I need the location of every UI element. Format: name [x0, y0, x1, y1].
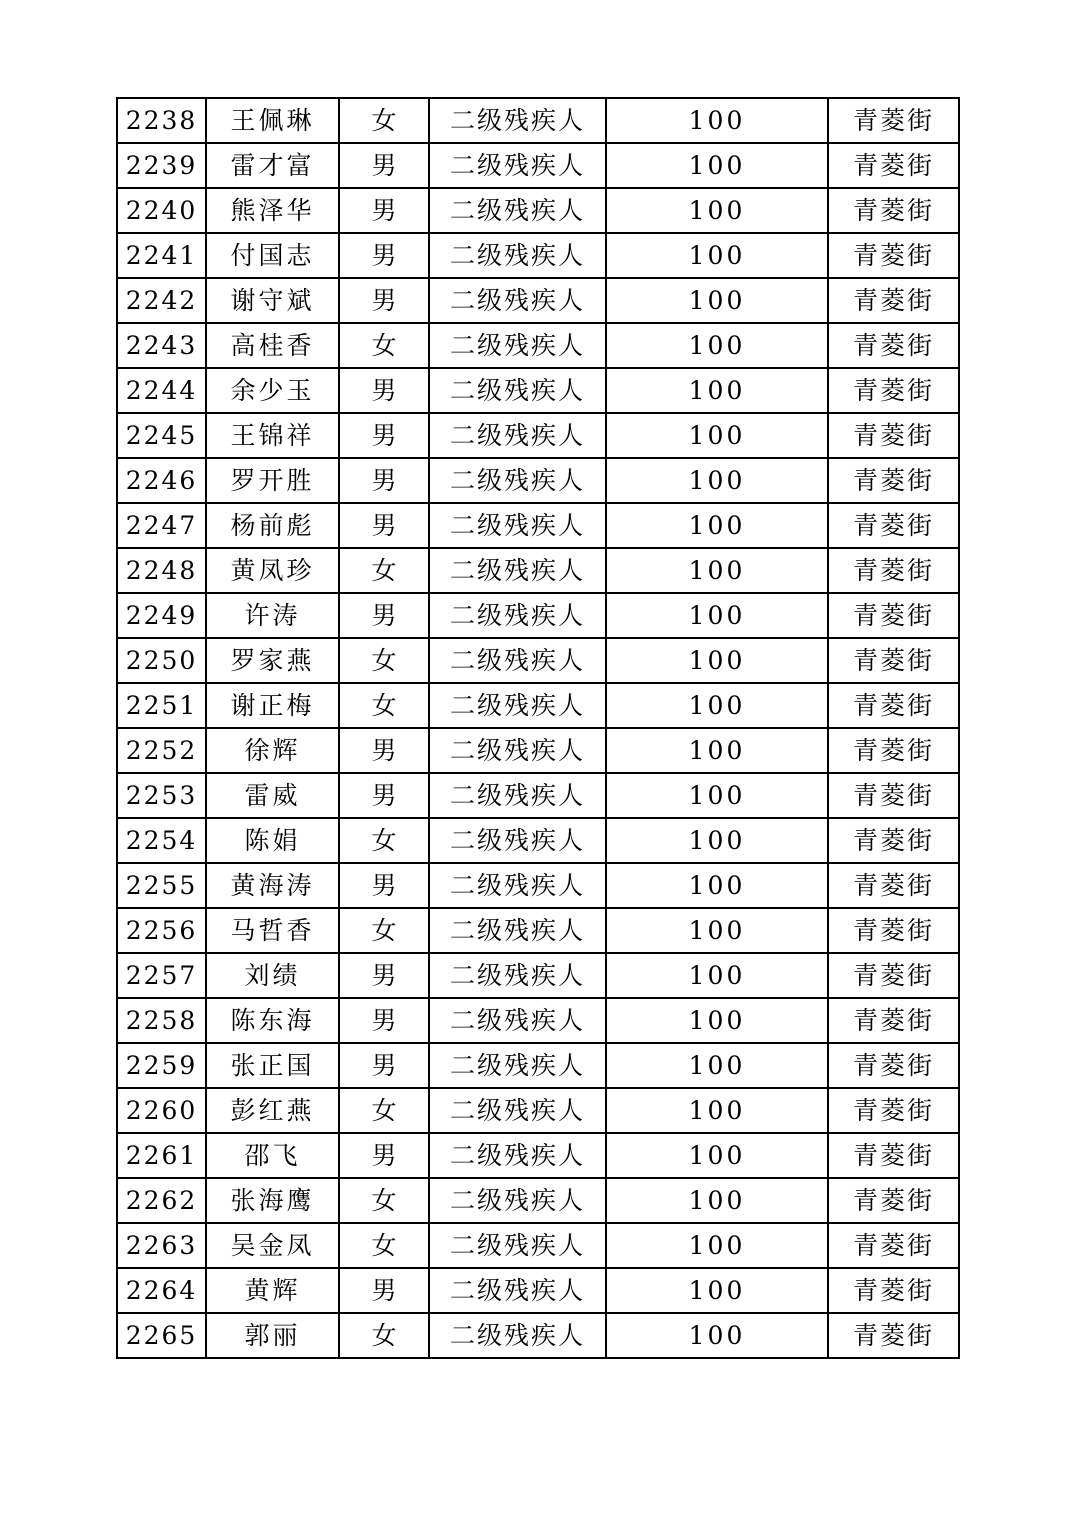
amount-cell: 100 [606, 953, 828, 998]
table-row [117, 1043, 959, 1088]
gender-cell: 男 [339, 953, 429, 998]
serial-number-cell: 2246 [117, 458, 206, 503]
amount-cell: 100 [606, 143, 828, 188]
serial-number-cell: 2263 [117, 1223, 206, 1268]
table-row [117, 998, 959, 1043]
category-cell: 二级残疾人 [429, 1088, 606, 1133]
serial-number-cell: 2238 [117, 98, 206, 143]
street-cell: 青菱街 [828, 593, 959, 638]
name-cell: 谢正梅 [206, 683, 339, 728]
name-cell: 彭红燕 [206, 1088, 339, 1133]
category-cell: 二级残疾人 [429, 98, 606, 143]
name-cell: 罗开胜 [206, 458, 339, 503]
category-cell: 二级残疾人 [429, 773, 606, 818]
gender-cell: 男 [339, 458, 429, 503]
street-cell: 青菱街 [828, 908, 959, 953]
gender-cell: 女 [339, 908, 429, 953]
street-cell: 青菱街 [828, 998, 959, 1043]
gender-cell: 男 [339, 143, 429, 188]
serial-number-cell: 2253 [117, 773, 206, 818]
category-cell: 二级残疾人 [429, 998, 606, 1043]
amount-cell: 100 [606, 278, 828, 323]
name-cell: 吴金凤 [206, 1223, 339, 1268]
name-cell: 邵飞 [206, 1133, 339, 1178]
amount-cell: 100 [606, 368, 828, 413]
category-cell: 二级残疾人 [429, 593, 606, 638]
amount-cell: 100 [606, 638, 828, 683]
amount-cell: 100 [606, 728, 828, 773]
table-row [117, 188, 959, 233]
name-cell: 雷威 [206, 773, 339, 818]
table-row [117, 863, 959, 908]
gender-cell: 女 [339, 1223, 429, 1268]
amount-cell: 100 [606, 233, 828, 278]
table-row [117, 638, 959, 683]
serial-number-cell: 2244 [117, 368, 206, 413]
street-cell: 青菱街 [828, 1133, 959, 1178]
name-cell: 雷才富 [206, 143, 339, 188]
amount-cell: 100 [606, 818, 828, 863]
category-cell: 二级残疾人 [429, 818, 606, 863]
gender-cell: 女 [339, 818, 429, 863]
amount-cell: 100 [606, 773, 828, 818]
table-row [117, 1178, 959, 1223]
street-cell: 青菱街 [828, 1223, 959, 1268]
roster-table-body [117, 98, 959, 1358]
serial-number-cell: 2242 [117, 278, 206, 323]
serial-number-cell: 2240 [117, 188, 206, 233]
gender-cell: 女 [339, 683, 429, 728]
serial-number-cell: 2243 [117, 323, 206, 368]
name-cell: 马哲香 [206, 908, 339, 953]
name-cell: 张正国 [206, 1043, 339, 1088]
gender-cell: 女 [339, 1088, 429, 1133]
table-row [117, 548, 959, 593]
table-row [117, 503, 959, 548]
amount-cell: 100 [606, 1043, 828, 1088]
gender-cell: 男 [339, 188, 429, 233]
category-cell: 二级残疾人 [429, 188, 606, 233]
name-cell: 谢守斌 [206, 278, 339, 323]
table-row [117, 1268, 959, 1313]
amount-cell: 100 [606, 1133, 828, 1178]
gender-cell: 男 [339, 1268, 429, 1313]
serial-number-cell: 2252 [117, 728, 206, 773]
gender-cell: 男 [339, 278, 429, 323]
gender-cell: 男 [339, 503, 429, 548]
street-cell: 青菱街 [828, 503, 959, 548]
category-cell: 二级残疾人 [429, 1133, 606, 1178]
amount-cell: 100 [606, 1313, 828, 1358]
table-row [117, 728, 959, 773]
name-cell: 余少玉 [206, 368, 339, 413]
category-cell: 二级残疾人 [429, 1043, 606, 1088]
street-cell: 青菱街 [828, 368, 959, 413]
street-cell: 青菱街 [828, 278, 959, 323]
street-cell: 青菱街 [828, 1088, 959, 1133]
serial-number-cell: 2262 [117, 1178, 206, 1223]
gender-cell: 男 [339, 413, 429, 458]
gender-cell: 男 [339, 233, 429, 278]
table-row [117, 908, 959, 953]
name-cell: 陈娟 [206, 818, 339, 863]
category-cell: 二级残疾人 [429, 413, 606, 458]
table-row [117, 98, 959, 143]
gender-cell: 男 [339, 368, 429, 413]
name-cell: 黄辉 [206, 1268, 339, 1313]
category-cell: 二级残疾人 [429, 458, 606, 503]
category-cell: 二级残疾人 [429, 863, 606, 908]
amount-cell: 100 [606, 908, 828, 953]
gender-cell: 女 [339, 1313, 429, 1358]
street-cell: 青菱街 [828, 233, 959, 278]
serial-number-cell: 2265 [117, 1313, 206, 1358]
table-row [117, 1313, 959, 1358]
serial-number-cell: 2258 [117, 998, 206, 1043]
name-cell: 付国志 [206, 233, 339, 278]
name-cell: 罗家燕 [206, 638, 339, 683]
street-cell: 青菱街 [828, 98, 959, 143]
name-cell: 王锦祥 [206, 413, 339, 458]
category-cell: 二级残疾人 [429, 233, 606, 278]
name-cell: 郭丽 [206, 1313, 339, 1358]
amount-cell: 100 [606, 323, 828, 368]
street-cell: 青菱街 [828, 143, 959, 188]
name-cell: 黄凤珍 [206, 548, 339, 593]
category-cell: 二级残疾人 [429, 1223, 606, 1268]
amount-cell: 100 [606, 458, 828, 503]
gender-cell: 男 [339, 863, 429, 908]
amount-cell: 100 [606, 1268, 828, 1313]
table-row [117, 1088, 959, 1133]
table-row [117, 143, 959, 188]
gender-cell: 男 [339, 1133, 429, 1178]
table-row [117, 278, 959, 323]
category-cell: 二级残疾人 [429, 638, 606, 683]
serial-number-cell: 2254 [117, 818, 206, 863]
category-cell: 二级残疾人 [429, 1178, 606, 1223]
serial-number-cell: 2257 [117, 953, 206, 998]
category-cell: 二级残疾人 [429, 683, 606, 728]
table-row [117, 368, 959, 413]
street-cell: 青菱街 [828, 1178, 959, 1223]
street-cell: 青菱街 [828, 683, 959, 728]
gender-cell: 女 [339, 638, 429, 683]
category-cell: 二级残疾人 [429, 503, 606, 548]
amount-cell: 100 [606, 593, 828, 638]
table-row [117, 773, 959, 818]
table-row [117, 458, 959, 503]
roster-table [116, 97, 960, 1359]
category-cell: 二级残疾人 [429, 1268, 606, 1313]
amount-cell: 100 [606, 863, 828, 908]
category-cell: 二级残疾人 [429, 278, 606, 323]
gender-cell: 女 [339, 323, 429, 368]
name-cell: 黄海涛 [206, 863, 339, 908]
serial-number-cell: 2259 [117, 1043, 206, 1088]
gender-cell: 男 [339, 728, 429, 773]
gender-cell: 男 [339, 998, 429, 1043]
gender-cell: 男 [339, 773, 429, 818]
serial-number-cell: 2260 [117, 1088, 206, 1133]
serial-number-cell: 2249 [117, 593, 206, 638]
name-cell: 王佩琳 [206, 98, 339, 143]
category-cell: 二级残疾人 [429, 368, 606, 413]
street-cell: 青菱街 [828, 773, 959, 818]
amount-cell: 100 [606, 1178, 828, 1223]
category-cell: 二级残疾人 [429, 143, 606, 188]
amount-cell: 100 [606, 98, 828, 143]
street-cell: 青菱街 [828, 818, 959, 863]
serial-number-cell: 2264 [117, 1268, 206, 1313]
table-row [117, 593, 959, 638]
amount-cell: 100 [606, 683, 828, 728]
amount-cell: 100 [606, 1223, 828, 1268]
serial-number-cell: 2251 [117, 683, 206, 728]
serial-number-cell: 2248 [117, 548, 206, 593]
gender-cell: 女 [339, 1178, 429, 1223]
table-row [117, 818, 959, 863]
serial-number-cell: 2239 [117, 143, 206, 188]
category-cell: 二级残疾人 [429, 323, 606, 368]
table-row [117, 683, 959, 728]
street-cell: 青菱街 [828, 548, 959, 593]
gender-cell: 女 [339, 548, 429, 593]
amount-cell: 100 [606, 413, 828, 458]
amount-cell: 100 [606, 1088, 828, 1133]
street-cell: 青菱街 [828, 1313, 959, 1358]
serial-number-cell: 2261 [117, 1133, 206, 1178]
name-cell: 熊泽华 [206, 188, 339, 233]
table-row [117, 953, 959, 998]
street-cell: 青菱街 [828, 323, 959, 368]
amount-cell: 100 [606, 548, 828, 593]
gender-cell: 男 [339, 1043, 429, 1088]
street-cell: 青菱街 [828, 728, 959, 773]
table-row [117, 323, 959, 368]
table-row [117, 413, 959, 458]
amount-cell: 100 [606, 998, 828, 1043]
amount-cell: 100 [606, 503, 828, 548]
name-cell: 杨前彪 [206, 503, 339, 548]
amount-cell: 100 [606, 188, 828, 233]
serial-number-cell: 2255 [117, 863, 206, 908]
category-cell: 二级残疾人 [429, 908, 606, 953]
name-cell: 张海鹰 [206, 1178, 339, 1223]
street-cell: 青菱街 [828, 413, 959, 458]
name-cell: 高桂香 [206, 323, 339, 368]
serial-number-cell: 2247 [117, 503, 206, 548]
name-cell: 许涛 [206, 593, 339, 638]
table-row [117, 1223, 959, 1268]
category-cell: 二级残疾人 [429, 1313, 606, 1358]
street-cell: 青菱街 [828, 863, 959, 908]
street-cell: 青菱街 [828, 1043, 959, 1088]
street-cell: 青菱街 [828, 188, 959, 233]
table-row [117, 233, 959, 278]
gender-cell: 男 [339, 593, 429, 638]
serial-number-cell: 2241 [117, 233, 206, 278]
street-cell: 青菱街 [828, 458, 959, 503]
street-cell: 青菱街 [828, 638, 959, 683]
serial-number-cell: 2245 [117, 413, 206, 458]
name-cell: 徐辉 [206, 728, 339, 773]
serial-number-cell: 2250 [117, 638, 206, 683]
name-cell: 刘绩 [206, 953, 339, 998]
name-cell: 陈东海 [206, 998, 339, 1043]
serial-number-cell: 2256 [117, 908, 206, 953]
category-cell: 二级残疾人 [429, 953, 606, 998]
street-cell: 青菱街 [828, 953, 959, 998]
gender-cell: 女 [339, 98, 429, 143]
table-row [117, 1133, 959, 1178]
street-cell: 青菱街 [828, 1268, 959, 1313]
category-cell: 二级残疾人 [429, 548, 606, 593]
category-cell: 二级残疾人 [429, 728, 606, 773]
